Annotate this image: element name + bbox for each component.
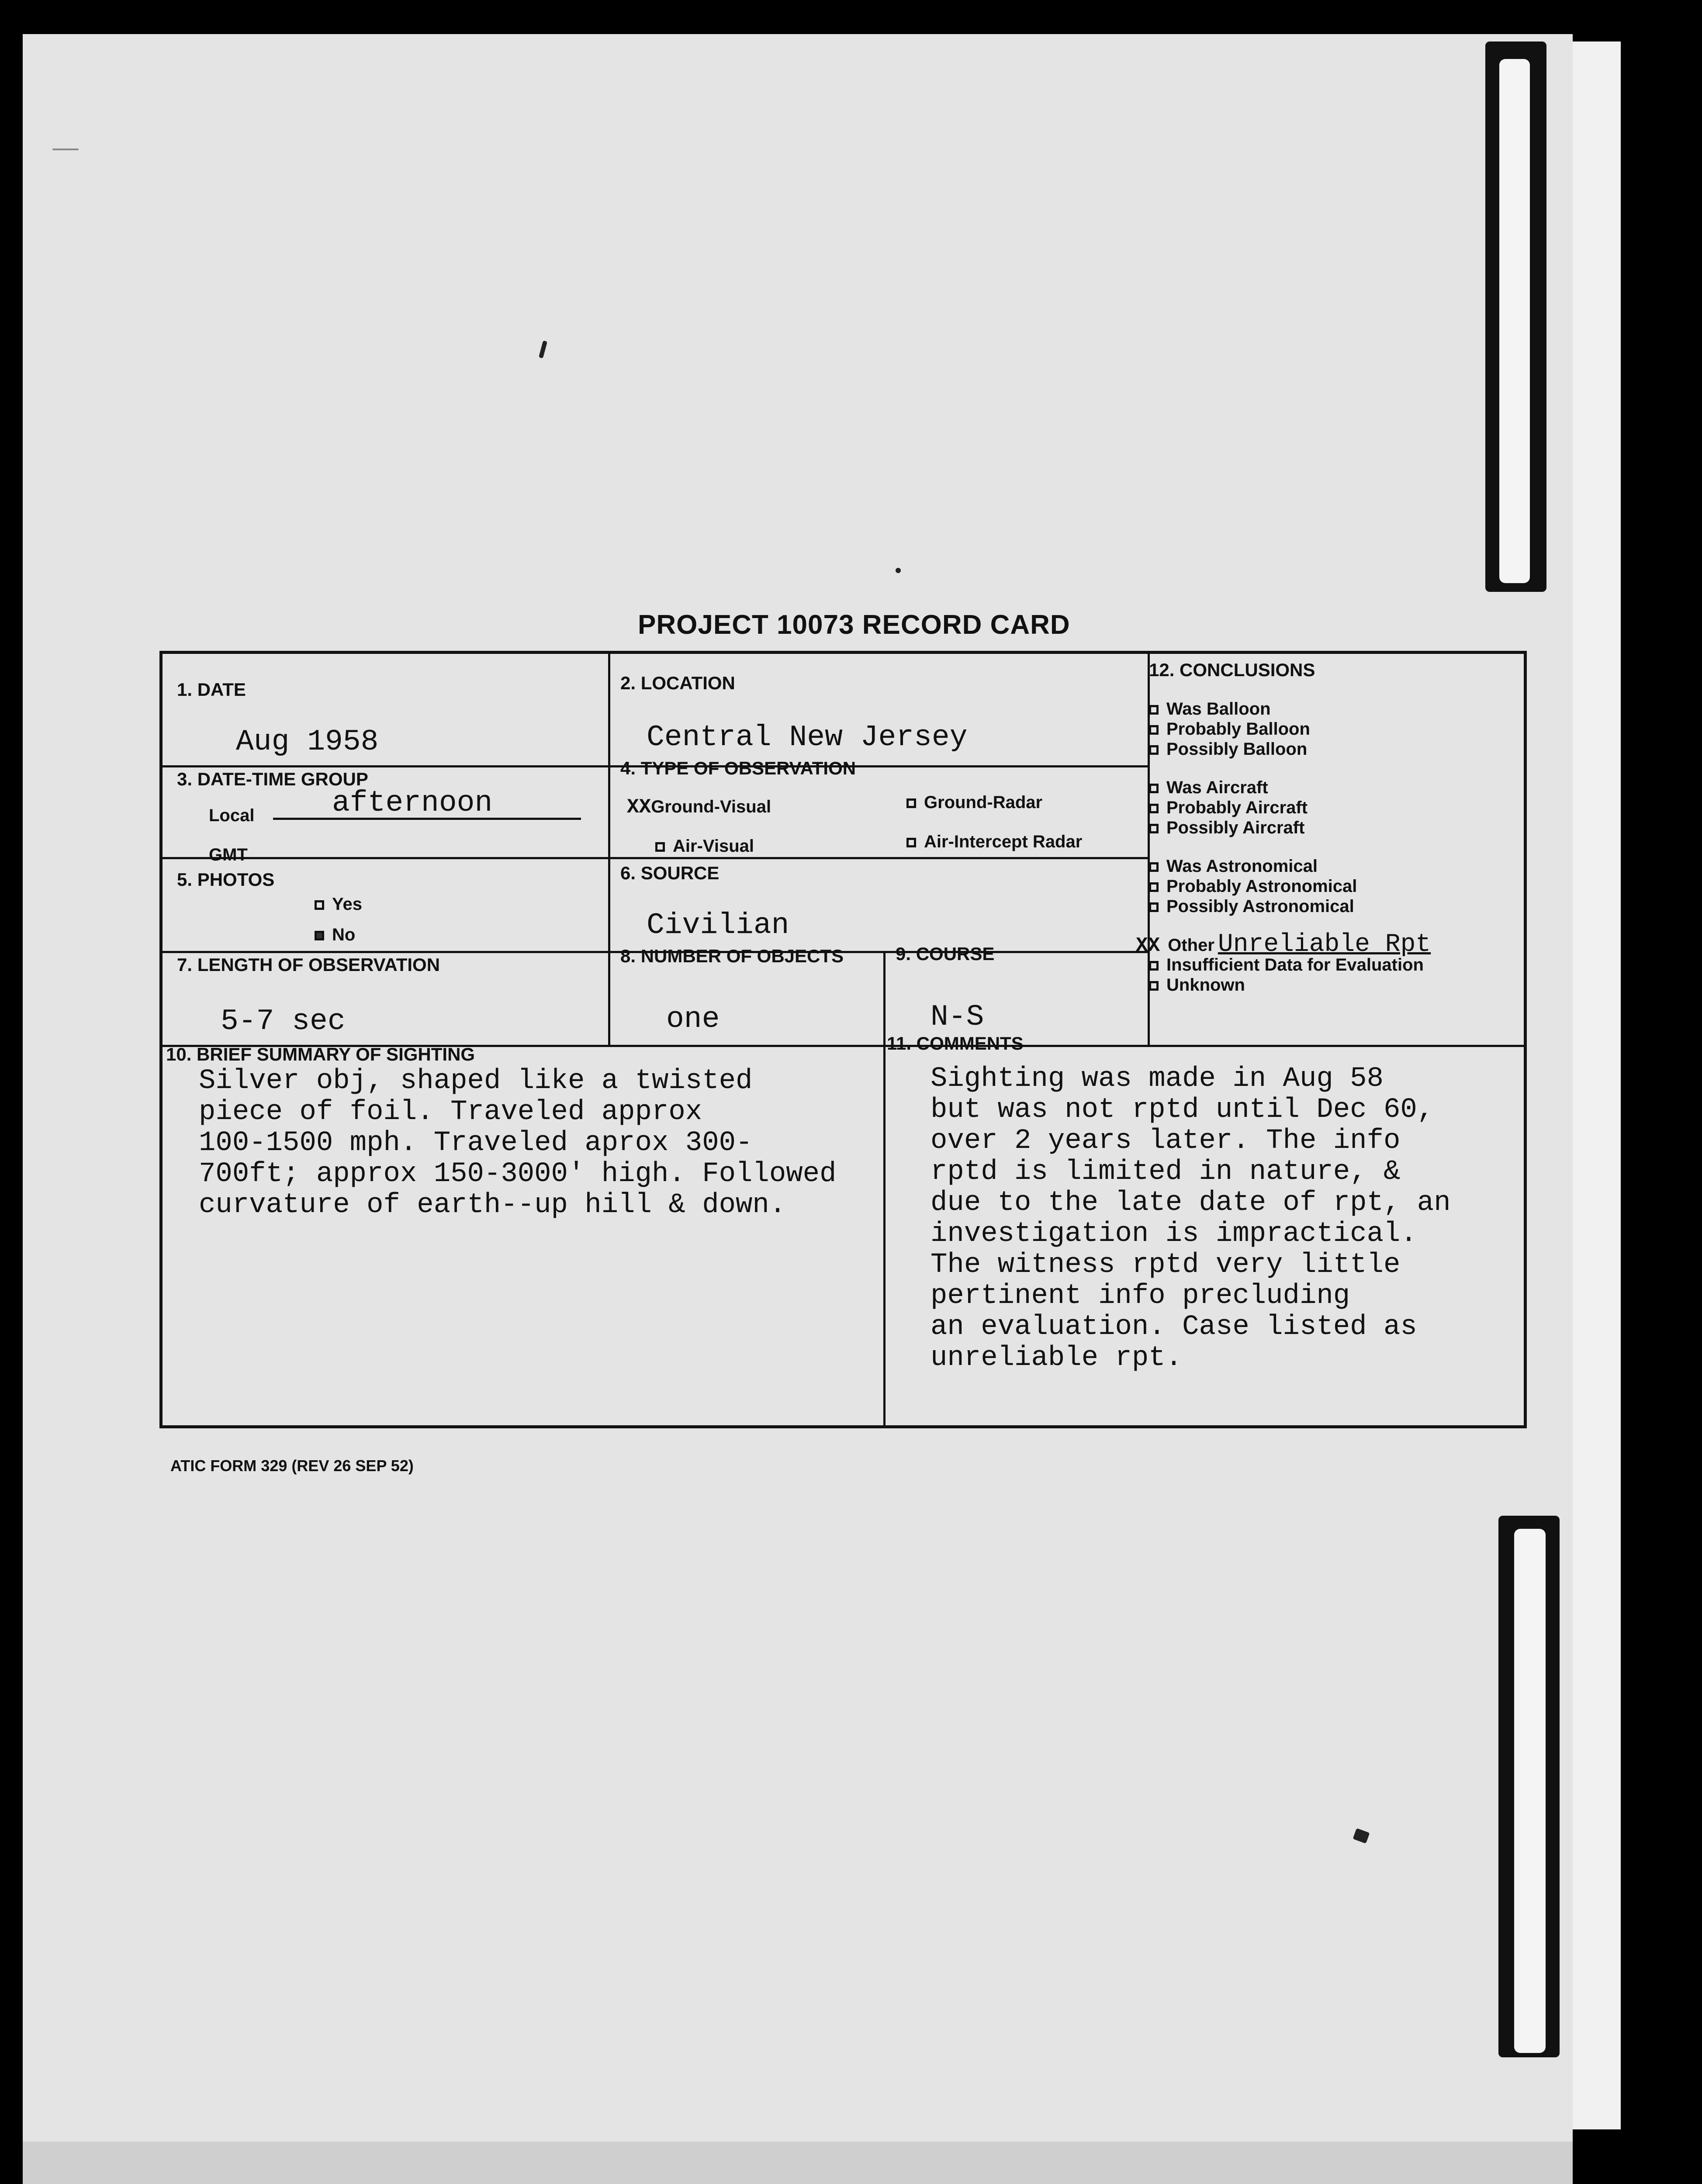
checkbox-icon [1149, 862, 1159, 872]
type-of-observation-label: 4. TYPE OF OBSERVATION [620, 758, 856, 778]
conclusions-group-aircraft [1149, 778, 1308, 838]
conclusion-option[interactable]: Was Balloon [1149, 699, 1310, 719]
conclusion-option[interactable]: Possibly Astronomical [1149, 896, 1357, 916]
checkbox-icon [1149, 882, 1159, 892]
date-value: Aug 1958 [236, 725, 379, 759]
conclusion-option[interactable]: Possibly Aircraft [1149, 818, 1308, 838]
conclusion-option[interactable]: Probably Aircraft [1149, 798, 1308, 818]
source-value: Civilian [647, 909, 789, 942]
conclusion-option[interactable]: Unknown [1136, 975, 1431, 995]
photos-no[interactable]: No [315, 925, 355, 945]
conclusions-label: 12. CONCLUSIONS [1149, 660, 1315, 680]
location-label: 2. LOCATION [620, 673, 735, 693]
binder-strip [1573, 41, 1621, 2129]
speck [52, 149, 79, 150]
summary-label: 10. BRIEF SUMMARY OF SIGHTING [166, 1044, 475, 1064]
checkbox-icon [1149, 745, 1159, 755]
conclusion-other[interactable]: XX Other Unreliable Rpt [1136, 930, 1431, 959]
summary-text: Silver obj, shaped like a twisted piece of foil. Traveled approx 100-1500 mph. Traveled aprox 300- 700ft; approx 150-3000' high. Followed curvature of earth--up hill & down. [199, 1065, 837, 1221]
checkbox-icon [1149, 981, 1159, 991]
conclusions-group-astronomical [1149, 856, 1357, 916]
checkbox-icon [1149, 705, 1159, 715]
conclusion-option[interactable]: Probably Balloon [1149, 719, 1310, 739]
conclusion-option[interactable]: Was Aircraft [1149, 778, 1308, 798]
comments-text: Sighting was made in Aug 58 but was not rptd until Dec 60, over 2 years later. The info rptd is limited in nature, & due to the late date of rpt, an investigation is impractical. The witness rptd very little pertinent info precluding an evaluation. Case listed as unreliable rpt. [931, 1063, 1451, 1374]
conclusion-option[interactable]: Insufficient Data for Evaluation [1136, 955, 1431, 975]
checkbox-icon [315, 900, 324, 910]
objects-value: one [666, 1002, 720, 1036]
type-air-visual[interactable]: Air-Visual [655, 836, 754, 856]
conclusion-option[interactable]: Possibly Balloon [1149, 739, 1310, 759]
course-value: N-S [931, 1000, 984, 1034]
checkbox-icon [1149, 725, 1159, 735]
checkbox-icon [1149, 804, 1159, 813]
paper-lower-shade [23, 2142, 1573, 2184]
checkbox-icon [655, 842, 665, 852]
photos-label: 5. PHOTOS [177, 869, 275, 890]
checkbox-icon [1149, 824, 1159, 833]
length-value: 5-7 sec [221, 1005, 346, 1038]
type-air-intercept-radar[interactable]: Air-Intercept Radar [906, 832, 1082, 852]
local-value: afternoon [332, 786, 493, 820]
length-label: 7. LENGTH OF OBSERVATION [177, 954, 440, 975]
checkbox-icon [1149, 784, 1159, 793]
location-value: Central New Jersey [647, 721, 968, 754]
card-title: PROJECT 10073 RECORD CARD [638, 610, 1070, 640]
form-footer: ATIC FORM 329 (REV 26 SEP 52) [170, 1457, 414, 1475]
type-ground-radar[interactable]: Ground-Radar [906, 793, 1042, 812]
ground-visual-mark: XX [627, 796, 651, 819]
checkbox-icon [1149, 902, 1159, 912]
conclusions-group-balloon [1149, 699, 1310, 759]
gmt-label: GMT [209, 845, 248, 864]
conclusion-option[interactable]: Was Astronomical [1149, 856, 1357, 876]
binder-tab-top [1485, 41, 1546, 592]
conclusion-option[interactable]: Probably Astronomical [1149, 876, 1357, 896]
conclusions-group-other [1136, 930, 1431, 995]
course-label: 9. COURSE [896, 943, 995, 964]
objects-label: 8. NUMBER OF OBJECTS [620, 946, 844, 966]
comments-label: 11. COMMENTS [887, 1033, 1024, 1054]
photos-yes[interactable]: Yes [315, 895, 362, 914]
checked-box-icon [315, 931, 324, 940]
other-value: Unreliable Rpt [1218, 930, 1431, 959]
binder-tab-bottom [1498, 1516, 1560, 2057]
dtg-label: 3. DATE-TIME GROUP [177, 769, 368, 789]
speck [896, 568, 901, 573]
type-ground-visual[interactable]: XXGround-Visual [627, 796, 771, 819]
local-label: Local [209, 806, 255, 825]
checkbox-icon [906, 798, 916, 808]
checkbox-icon [906, 838, 916, 847]
source-label: 6. SOURCE [620, 863, 720, 883]
date-label: 1. DATE [177, 679, 246, 700]
checkbox-icon [1149, 961, 1159, 971]
other-mark: XX [1136, 934, 1160, 957]
